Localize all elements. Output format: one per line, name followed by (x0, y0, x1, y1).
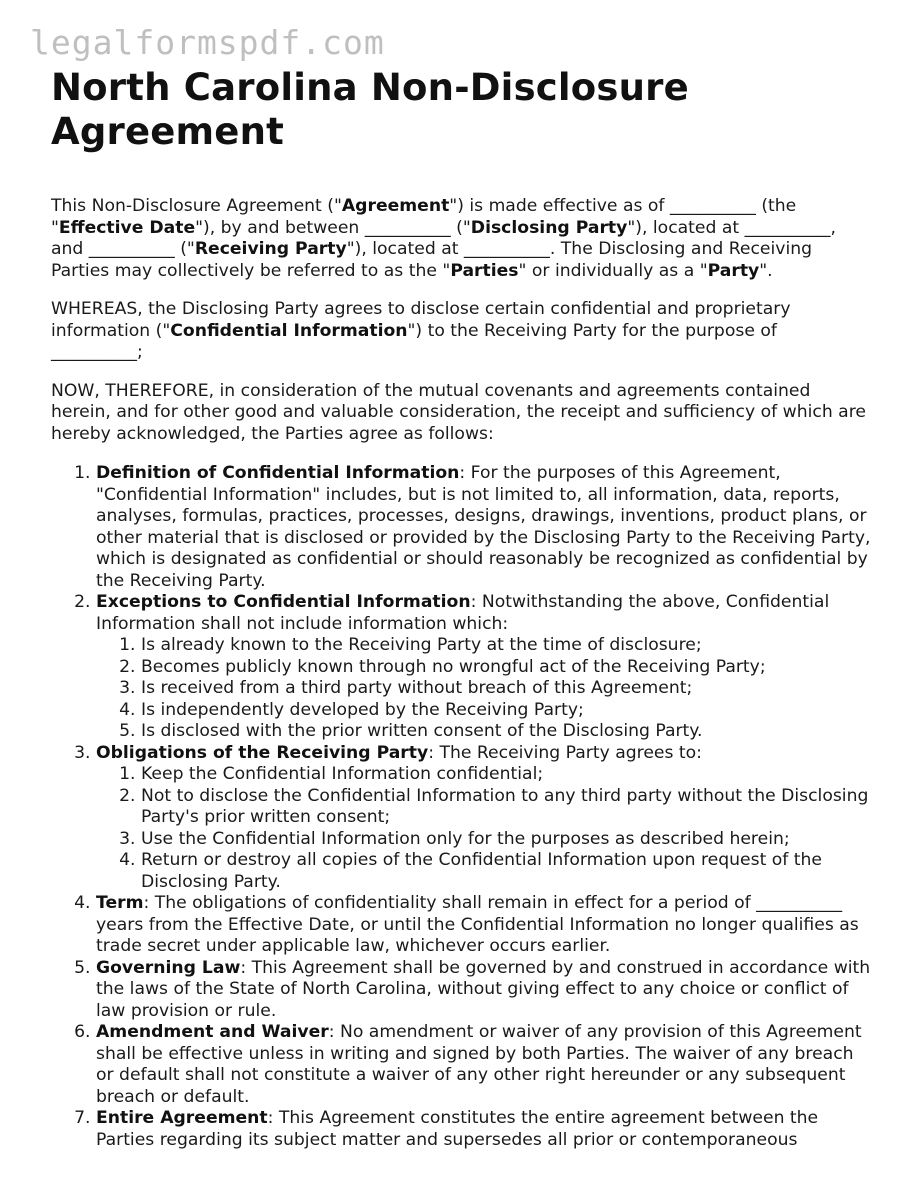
exceptions-list (96, 635, 873, 743)
list-item: 5. Is disclosed with the prior written consent of the Disclosing Party. (141, 721, 873, 743)
section-entire-agreement: 7. Entire Agreement: This Agreement constitutes the entire agreement between the Parties regarding its subject matter and supersedes all prior or contemporaneous (96, 1108, 873, 1151)
section-definition: 1. Definition of Confidential Information: For the purposes of this Agreement, "Confidential Information" includes, but is not limited to, all information, data, reports, analyses, formulas, practices, processes, designs, drawings, inventions, product plans, or other material that is disclosed or provided by the Disclosing Party to the Receiving Party, which is designated as confidential or should reasonably be recognized as confidential by the Receiving Party. (96, 463, 873, 592)
list-item: 4. Return or destroy all copies of the Confidential Information upon request of the Disclosing Party. (141, 850, 873, 893)
section-obligations: 3. Obligations of the Receiving Party: The Receiving Party agrees to: 1. Keep the Confidential Information confidential; 2. Not to disclose the Confidential Information to any third party without the Disclosing Party's prior written consent; 3. Use the Confidential Information only for the purposes as described herein; 4. Return or destroy all copies of the Confidential Information upon request of the Disclosing Party. (96, 743, 873, 894)
intro-paragraph: This Non-Disclosure Agreement ("Agreement") is made effective as of __________ (the "Effective Date"), by and between __________ ("Disclosing Party"), located at __________, and __________ ("Receiving Party"), located at __________. The Disclosing and Receiving Parties may collectively be referred to as the "Parties" or individually as a "Party". (51, 196, 836, 281)
section-amendment-waiver: 6. Amendment and Waiver: No amendment or waiver of any provision of this Agreement shall be effective unless in writing and signed by both Parties. The waiver of any breach or default shall not constitute a waiver of any other right hereunder or any subsequent breach or default. (96, 1022, 873, 1108)
list-item: 2. Not to disclose the Confidential Information to any third party without the Disclosing Party's prior written consent; (141, 786, 873, 829)
page-title: North Carolina Non-Disclosure Agreement (51, 66, 689, 153)
list-item: 2. Becomes publicly known through no wrongful act of the Receiving Party; (141, 657, 873, 679)
list-item: 3. Use the Confidential Information only for the purposes as described herein; (141, 829, 873, 851)
sections-list (51, 463, 873, 1151)
list-item: 1. Keep the Confidential Information confidential; (141, 764, 873, 786)
list-item: 4. Is independently developed by the Receiving Party; (141, 700, 873, 722)
list-item: 3. Is received from a third party without breach of this Agreement; (141, 678, 873, 700)
watermark: legalformspdf.com (30, 23, 385, 62)
section-term: 4. Term: The obligations of confidentiality shall remain in effect for a period of __________ years from the Effective Date, or until the Confidential Information no longer qualifies as trade secret under applicable law, whichever occurs earlier. (96, 893, 873, 958)
section-exceptions: 2. Exceptions to Confidential Information: Notwithstanding the above, Confidential Information shall not include information which: 1. Is already known to the Receiving Party at the time of disclosure; 2. Becomes publicly known through no wrongful act of the Receiving Party; 3. Is received from a third party without breach of this Agreement; 4. Is independently developed by the Receiving Party; 5. Is disclosed with the prior written consent of the Disclosing Party. (96, 592, 873, 743)
whereas-paragraph: WHEREAS, the Disclosing Party agrees to disclose certain confidential and proprietary information ("Confidential Information") to the Receiving Party for the purpose of __________; (51, 299, 791, 362)
section-governing-law: 5. Governing Law: This Agreement shall be governed by and construed in accordance with the laws of the State of North Carolina, without giving effect to any choice or conflict of law provision or rule. (96, 958, 873, 1023)
document-page (51, 66, 873, 1151)
obligations-list (96, 764, 873, 893)
list-item: 1. Is already known to the Receiving Party at the time of disclosure; (141, 635, 873, 657)
now-therefore-paragraph: NOW, THEREFORE, in consideration of the mutual covenants and agreements contained herein, and for other good and valuable consideration, the receipt and sufficiency of which are hereby acknowledged, the Parties agree as follows: (51, 380, 866, 444)
